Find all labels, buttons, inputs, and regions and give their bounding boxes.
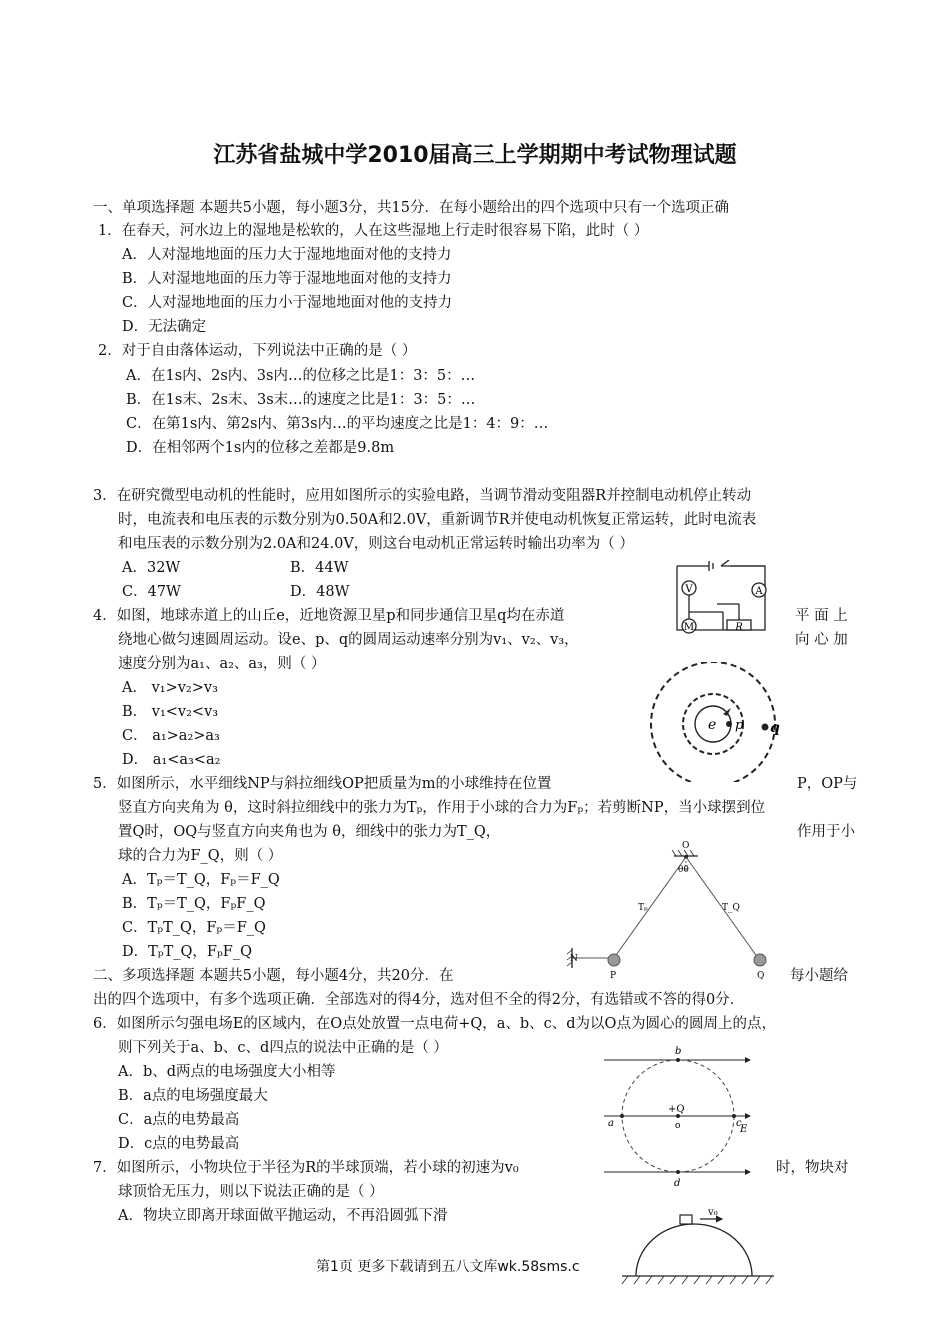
q1-option-b: B．人对湿地地面的压力等于湿地地面对他的支持力	[122, 271, 452, 287]
electric-field-diagram	[600, 1046, 760, 1194]
q3-line1: 3．在研究微型电动机的性能时，应用如图所示的实验电路，当调节滑动变阻器R并控制电动机停止转动	[93, 488, 752, 504]
q3-line3: 和电压表的示数分别为2.0A和24.0V，则这台电动机正常运转时输出功率为（ ）	[118, 536, 634, 552]
label-p-ball: P	[610, 971, 617, 981]
section-heading-multi-choice-tail: 每小题给	[790, 968, 848, 984]
voltmeter-label: V	[685, 584, 693, 595]
q2-option-d: D．在相邻两个1s内的位移之差都是9.8m	[126, 440, 395, 456]
label-center-o: o	[675, 1121, 681, 1131]
label-charge: +Q	[668, 1104, 685, 1115]
q5-option-b: B．Tₚ＝T_Q，FₚF_Q	[122, 896, 266, 912]
label-b: b	[675, 1046, 682, 1057]
q3-option-b: B．44W	[290, 560, 349, 576]
q7-line1-tail: 时，物块对	[776, 1160, 849, 1176]
label-n: N	[570, 954, 578, 964]
hemisphere-diagram	[618, 1204, 778, 1294]
q2-option-a: A．在1s内、2s内、3s内…的位移之比是1：3：5：…	[126, 368, 476, 384]
q5-line2: 竖直方向夹角为 θ，这时斜拉细线中的张力为Tₚ，作用于小球的合力为Fₚ；若剪断NP，当小球摆到位	[118, 800, 766, 816]
q1-option-d: D．无法确定	[122, 319, 207, 335]
q7-option-a: A．物块立即离开球面做平抛运动，不再沿圆弧下滑	[118, 1208, 448, 1224]
label-theta: θθ	[678, 865, 689, 875]
motor-label: M	[683, 622, 695, 633]
q2-option-c: C．在第1s内、第2s内、第3s内…的平均速度之比是1：4：9：…	[126, 416, 549, 432]
q3-option-c: C．47W	[122, 584, 181, 600]
q5-line3: 置Q时，OQ与竖直方向夹角也为 θ，细线中的张力为T_Q，	[118, 824, 501, 840]
q3-option-d: D．48W	[290, 584, 350, 600]
q4-line2-tail: 向 心 加	[795, 632, 848, 648]
orbit-diagram	[645, 662, 785, 782]
section-heading-single-choice: 一、单项选择题 本题共5小题，每小题3分，共15分．在每小题给出的四个选项中只有一个选项正确	[93, 200, 730, 216]
q5-line1: 5．如图所示，水平细线NP与斜拉细线OP把质量为m的小球维持在位置	[93, 776, 552, 792]
label-tp: Tₚ	[638, 903, 648, 913]
q5-option-a: A．Tₚ＝T_Q，Fₚ＝F_Q	[122, 872, 280, 888]
q1-option-a: A．人对湿地地面的压力大于湿地地面对他的支持力	[122, 247, 452, 263]
label-d: d	[674, 1178, 681, 1189]
q4-option-a: A． v₁>v₂>v₃	[122, 680, 218, 696]
q4-option-b: B． v₁<v₂<v₃	[122, 704, 219, 720]
page-title: 江苏省盐城中学2010届高三上学期期中考试物理试题	[213, 143, 737, 168]
q5-option-c: C．TₚT_Q，Fₚ＝F_Q	[122, 920, 266, 936]
q7-line2: 球顶恰无压力，则以下说法正确的是（ ）	[118, 1184, 384, 1200]
q6-option-a: A．b、d两点的电场强度大小相等	[118, 1064, 336, 1080]
label-e-field: E	[740, 1124, 748, 1135]
q3-line2: 时，电流表和电压表的示数分别为0.50A和2.0V，重新调节R并使电动机恢复正常运转，此时电流表	[118, 512, 757, 528]
q2-option-b: B．在1s末、2s末、3s末…的速度之比是1：3：5：…	[126, 392, 476, 408]
q4-line1-tail: 平 面 上	[795, 608, 848, 624]
circuit-diagram	[665, 560, 777, 642]
label-tq: T_Q	[722, 903, 740, 913]
q6-line2: 则下列关于a、b、c、d四点的说法中正确的是（ ）	[118, 1040, 448, 1056]
ball-p	[608, 954, 620, 966]
label-e: e	[708, 717, 717, 733]
label-a: a	[608, 1118, 614, 1129]
section-heading-multi-choice: 二、多项选择题 本题共5小题，每小题4分，共20分．在	[93, 968, 454, 984]
q4-line3: 速度分别为a₁、a₂、a₃，则（ ）	[118, 656, 326, 672]
page-footer: 第1页 更多下载请到五八文库wk.58sms.c	[316, 1259, 580, 1275]
satellite-q-dot	[762, 724, 769, 731]
q5-option-d: D．TₚT_Q，FₚF_Q	[122, 944, 252, 960]
label-o: O	[682, 841, 690, 851]
resistor-label: R	[735, 622, 743, 633]
q4-line2: 绕地心做匀速圆周运动。设e、p、q的圆周运动速率分别为v₁、v₂、v₃，	[118, 632, 579, 648]
q6-option-c: C．a点的电势最高	[118, 1112, 240, 1128]
label-v0: v₀	[708, 1207, 718, 1218]
q6-option-d: D．c点的电势最高	[118, 1136, 240, 1152]
q4-option-d: D． a₁<a₃<a₂	[122, 752, 221, 768]
voltmeter-icon	[682, 581, 696, 595]
section2-line2: 出的四个选项中，有多个选项正确．全部选对的得4分，选对但不全的得2分，有选错或不答的得0分．	[93, 992, 745, 1008]
q4-line1: 4．如图，地球赤道上的山丘e，近地资源卫星p和同步通信卫星q均在赤道	[93, 608, 565, 624]
label-p: p	[735, 718, 744, 733]
motor-icon	[682, 619, 696, 633]
ball-q	[754, 954, 766, 966]
q6-line1: 6．如图所示匀强电场E的区域内，在O点处放置一点电荷+Q，a、b、c、d为以O点为圆心的圆周上的点，	[93, 1016, 776, 1032]
label-q-ball: Q	[757, 971, 765, 981]
q5-line3-tail: 作用于小	[797, 824, 855, 840]
q4-option-c: C． a₁>a₂>a₃	[122, 728, 220, 744]
ammeter-icon	[752, 583, 766, 597]
q2-stem: 2．对于自由落体运动，下列说法中正确的是（ ）	[98, 343, 417, 359]
q1-stem: 1．在春天，河水边上的湿地是松软的，人在这些湿地上行走时很容易下陷，此时（ ）	[98, 223, 649, 239]
q1-option-c: C．人对湿地地面的压力小于湿地地面对他的支持力	[122, 295, 453, 311]
block-icon	[680, 1215, 692, 1224]
q5-line4: 球的合力为F_Q，则（ ）	[118, 848, 283, 864]
satellite-p-dot	[726, 721, 732, 727]
ammeter-label: A	[755, 586, 763, 597]
label-q: q	[770, 720, 780, 736]
pendulum-diagram	[560, 836, 780, 981]
q5-line1-tail: P，OP与	[797, 776, 858, 792]
label-c: c	[736, 1118, 742, 1129]
q6-option-b: B．a点的电场强度最大	[118, 1088, 268, 1104]
q3-option-a: A．32W	[122, 560, 181, 576]
q7-line1: 7．如图所示，小物块位于半径为R的半球顶端，若小球的初速为v₀	[93, 1160, 519, 1176]
